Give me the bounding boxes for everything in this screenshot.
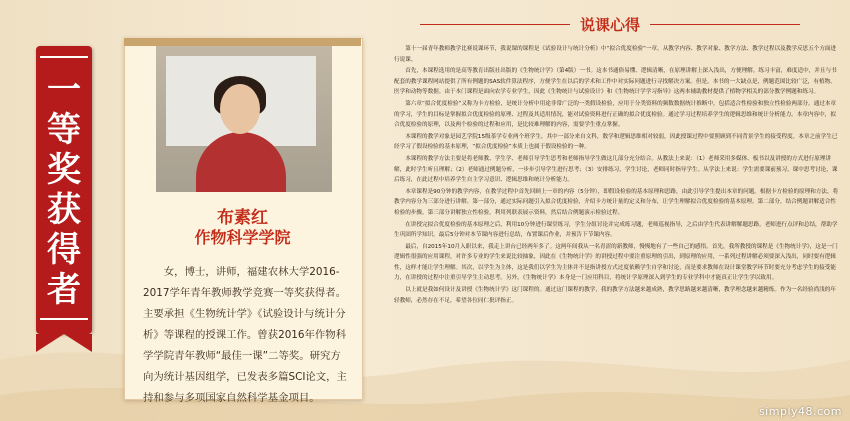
article-paragraph: 最后，自2015年10月入职以来，我走上讲台已经两年多了。这两年间我从一名青涩的新教师，慢慢地有了一些自己的感悟。首先，我所教授的课程是《生物统计学》，这是一门逻辑性很强的应用课程，对许多专业的学生来说比较抽象，因此在《生物统计学》的讲授过程中要注重原理的引出，到原理的应用，一系列过程讲解必须要深入浅出，同时要有逻辑性，这样才能让学生理解。其次，以学生为主体，这是我们以学生为主体并不是指讲授方式过度依赖学生自学和讨论，而是要求教师在设计课堂教学环节时要充分考虑学生的接受能力，在讲授的过程中注重引导学生主动思考。另外，《生物统计学》本身是一门应用科目，将统计学原理深入到学生的专业学科中才能真正让学生学以致用。 xyxy=(394,243,838,282)
award-banner-notch xyxy=(36,334,92,352)
title-right-line xyxy=(650,24,800,25)
profile-department: 作物科学学院 xyxy=(194,228,291,247)
award-char: 者 xyxy=(47,270,81,310)
watermark: simply48.com xyxy=(758,405,842,418)
photo-person-face xyxy=(220,84,260,134)
article-paragraph: 本课程的教学对象是园艺学院15级茶学专业两个班学生，其中一部分来自文科，数学和逻辑思维相对较弱，因此授课过程中要照顾到不同背景学生的接受程度。本章之前学生已经学习了假设检验的基本原理，“拟合优度检验”本质上也属于假设检验的一种。 xyxy=(394,133,838,151)
profile-photo xyxy=(156,46,332,192)
award-banner-bottom-rule xyxy=(40,318,88,320)
article-paragraph: 第十一届青年教师教学比赛说课环节，我说课的课程是《试验设计与统计分析》中“拟合优度检验”一章。从教学内容、教学对象、教学方法、教学过程以及教学反思五个方面进行说课。 xyxy=(394,46,837,63)
article-paragraph: 本课程的教学方法主要是将老师教、学生学、老师引导学生思考和老师指导学生做这几部分充分结合。从教法上来说：（1）老师采用多媒体、板书以及讲授的方式进行原理讲解，此时学生听且理解；（2）老师通过例题分析，一步步引导学生进行思考；（3）安排练习，学生讨论，老师同时指导学生。从学法上来说：学生需要课前预习，课中思考讨论，课后练习，在此过程中培养学生自主学习意识、逻辑思维和统计分析能力。 xyxy=(394,155,838,184)
award-char: 等 xyxy=(47,110,81,150)
article-paragraph: 第六章“拟合优度检验”又称为卡方检验，是统计分析中用途非常广泛的一类假设检验，应用于分类资料的频数数据统计推断中，包括适合性检验和独立性检验两部分。通过本章的学习，学生的目标是掌握拟合优度检验的原理、过程及其适用情况，能对试验资料进行正确的拟合优度检验。通过学习过程培养学生的逻辑思维和统计分析能力。本章内容中，拟合优度检验的原理，以及两个检验的过程和应用，是比较难理解的内容，需要学生重点掌握。 xyxy=(394,100,837,129)
article-paragraph: 本章课程是90分钟的教学内容，在教学过程中首先回顾上一章的内容（5分钟），即假设检验的基本原理和思路，由此引导学生提出本章的问题。根据卡方检验的原理和方法，将教学内容分为三部分进行讲解。第一部分，通过实际问题引入拟合优度检验，介绍卡方统计量的定义和分布，让学生理解拟合优度检验的基本原理。第二部分，结合例题讲解适合性检验的步骤。第三部分讲解独立性检验，利用列联表展示资料，然后结合例题演示检验过程。 xyxy=(394,188,839,216)
award-banner-top-rule xyxy=(40,56,88,58)
article-paragraph: 首先，本课程选用的是高等教育出版社出版的《生物统计学》（第4版）一书。这本书通俗易懂、逻辑清晰，在原理讲解上深入浅出，方便理解。练习丰富，难度适中，并且与书配套的教学课程网站提供了所有例题的SAS软件算法程序，方便学生在以后的学术和工作中对实际问题进行寻找解决方案。但是，本书的一大缺点是，例题范围比较广泛，有植物、医学和动物等数据。由于本门课程是面向农学专业学生，因此《生物统计与试验设计》和《生物统计学学习指导》这两本辅助教材提供了植物学相关的部分教学例题和练习。 xyxy=(394,68,837,96)
profile-card-header-strip xyxy=(124,38,361,46)
article-title: 说课心得 xyxy=(579,16,640,34)
award-char: 获 xyxy=(47,190,81,230)
award-char: 一 xyxy=(47,70,81,110)
article-paragraph: 以上就是我如何设计及讲授《生物统计学》这门课程的。通过这门课程的教学，我的教学方法越来越成熟，教学思路越来越清晰，教学理念越来越精炼。作为一名经验尚浅的年轻教师，必然存在不足，希望各位同仁批评指正。 xyxy=(394,287,836,304)
award-title xyxy=(36,70,92,310)
profile-bio: 女，博士，讲师，福建农林大学2016-2017学年青年教师教学竞赛一等奖获得者。主要承担《生物统计学》《试验设计与统计分析》等课程的授课工作。曾获2016年作物科学学院青年教师“最佳一课”二等奖。研究方向为统计基因组学，已发表多篇SCI论文，主持和参与多项国家自然科学基金项目。 xyxy=(143,266,347,404)
article-paragraph: 在讲授完拟合优度检验的基本原理之后，利用10分钟进行课堂练习，学生分组讨论并完成练习题，老师巡视指导，之后由学生代表讲解解题思路，老师进行点评和总结，帮助学生巩固所学知识。最后5分钟对本节课内容进行总结，布置课后作业，并预告下节课内容。 xyxy=(394,221,838,239)
article-body xyxy=(394,44,840,416)
award-char: 得 xyxy=(47,230,81,270)
award-char: 奖 xyxy=(47,150,81,190)
profile-name: 布素红 xyxy=(217,208,268,228)
article-header xyxy=(380,10,840,40)
